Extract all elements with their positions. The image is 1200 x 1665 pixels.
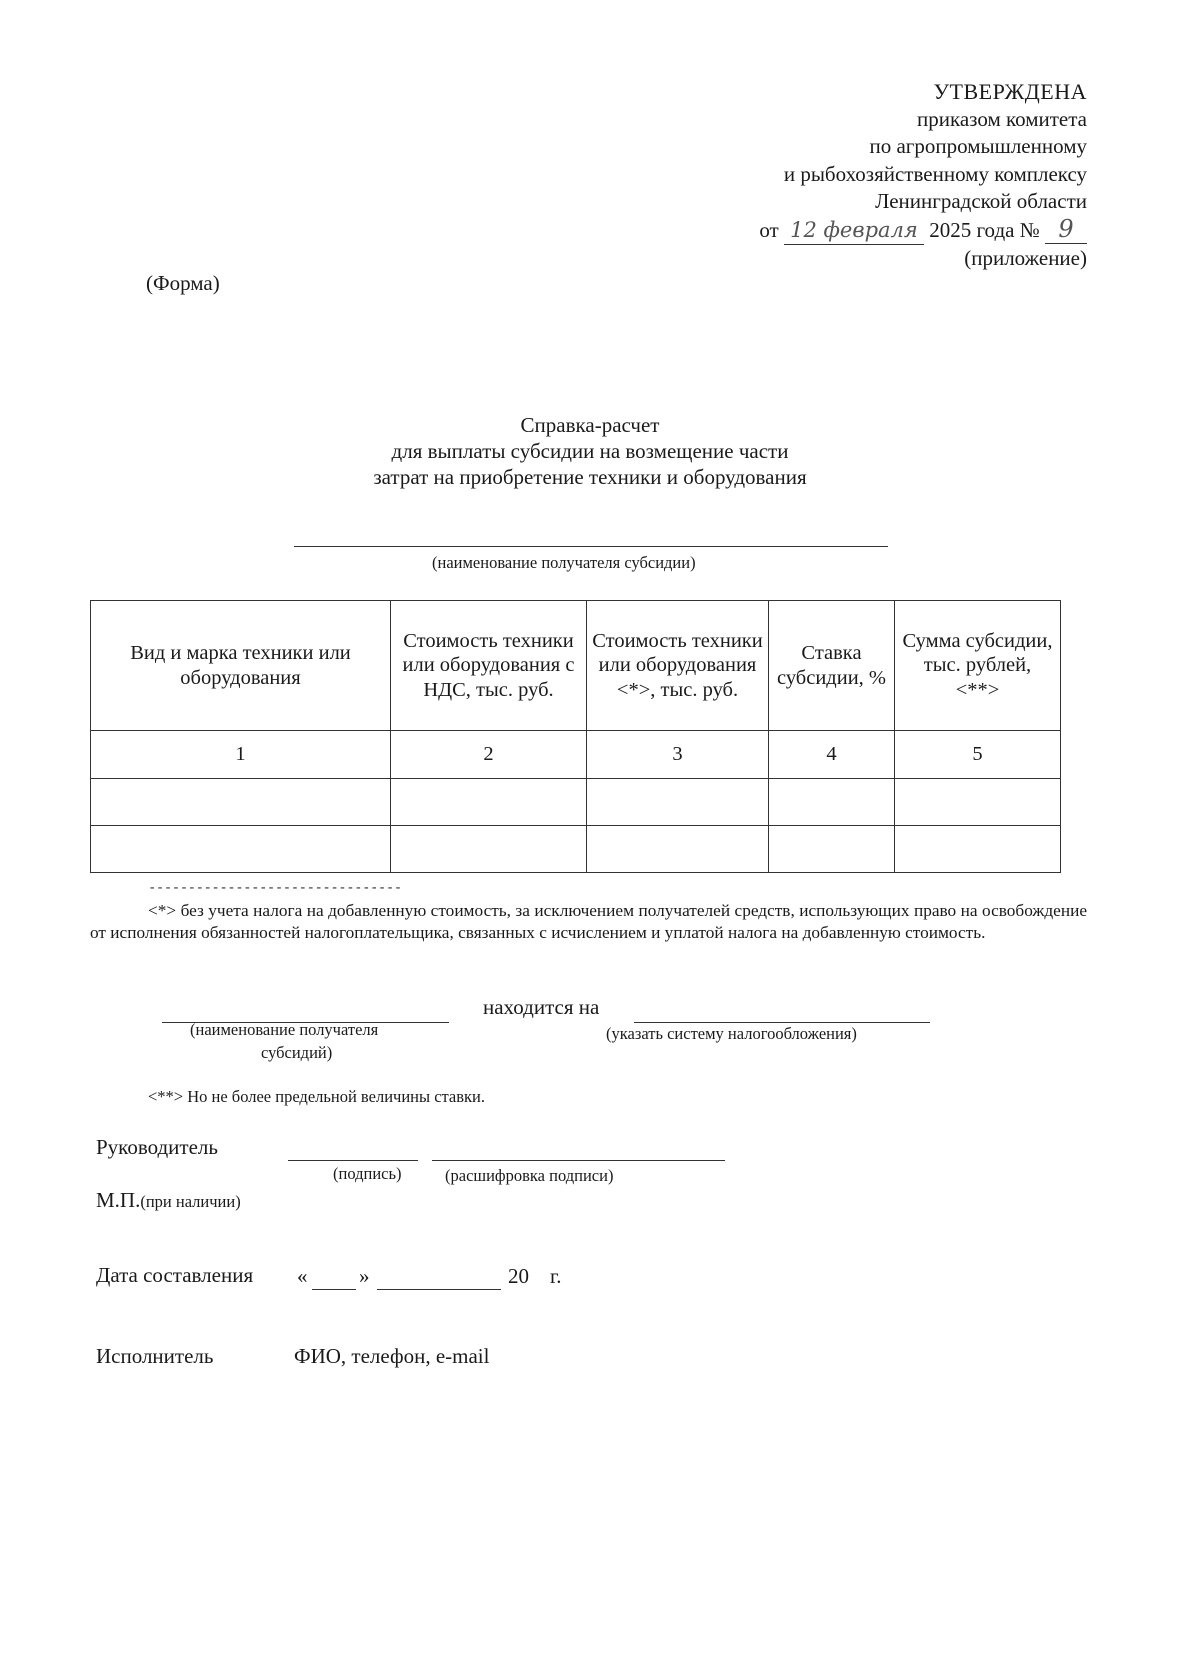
footnote-rate-limit: <**> Но не более предельной величины ставки. — [148, 1087, 486, 1106]
date-prefix: от — [759, 217, 779, 242]
footnote-separator: -------------------------------- — [148, 880, 402, 896]
recipient-blank-line — [294, 546, 888, 547]
empty-cell — [91, 826, 391, 873]
empty-cell — [391, 826, 587, 873]
tax-system-blank-line — [634, 1022, 930, 1023]
year-suffix: г. — [550, 1264, 562, 1288]
signature-decode-caption: (расшифровка подписи) — [445, 1166, 614, 1185]
column-number-cell: 4 — [769, 731, 895, 779]
table-header-cell: Стоимость техники или оборудования с НДС, тыс. руб. — [391, 601, 587, 731]
empty-cell — [769, 826, 895, 873]
tax-caption-right: (указать систему налогообложения) — [606, 1024, 857, 1043]
table-row — [91, 731, 1061, 779]
stamp-text: М.П. — [96, 1188, 141, 1212]
table-row — [91, 826, 1061, 873]
executor-label: Исполнитель — [96, 1344, 214, 1368]
year-prefix: 20 — [508, 1264, 529, 1288]
document-heading — [0, 412, 1180, 490]
approval-title: УТВЕРЖДЕНА — [933, 79, 1087, 104]
date-close-quote: » — [359, 1264, 370, 1288]
date-label: Дата составления — [96, 1263, 254, 1287]
empty-cell — [769, 779, 895, 826]
column-number-cell: 3 — [587, 731, 769, 779]
executor-value: ФИО, телефон, e-mail — [294, 1344, 490, 1368]
year-text: 2025 года № — [929, 217, 1040, 242]
approval-line: приказом комитета — [916, 106, 1087, 131]
table-row — [91, 779, 1061, 826]
signature-caption: (подпись) — [333, 1164, 402, 1183]
signature-decode-blank-line — [432, 1160, 725, 1161]
column-number-cell: 1 — [91, 731, 391, 779]
table-header-row — [91, 601, 1061, 731]
empty-cell — [391, 779, 587, 826]
stamp-label — [96, 1188, 241, 1213]
day-blank-line — [312, 1289, 356, 1290]
approval-line: Ленинградской области — [875, 189, 1087, 213]
column-number-cell: 5 — [895, 731, 1061, 779]
table-header-cell: Стоимость техники или оборудования <*>, тыс. руб. — [587, 601, 769, 731]
handwritten-number: 9 — [1045, 216, 1087, 245]
empty-cell — [587, 779, 769, 826]
empty-cell — [895, 779, 1061, 826]
calculation-table — [90, 600, 1061, 873]
stamp-note: (при наличии) — [140, 1192, 241, 1211]
approval-date-line — [759, 216, 1087, 246]
signature-blank-line — [288, 1160, 418, 1161]
empty-cell — [91, 779, 391, 826]
empty-cell — [587, 826, 769, 873]
tax-caption-left: (наименование получателя — [190, 1020, 379, 1039]
form-label: (Форма) — [146, 271, 220, 295]
tax-caption-left: субсидий) — [261, 1043, 333, 1062]
table-header-cell: Вид и марка техники или оборудования — [91, 601, 391, 731]
table-header-cell: Сумма субсидии, тыс. рублей, <**> — [895, 601, 1061, 731]
heading-line: затрат на приобретение техники и оборудования — [373, 465, 807, 489]
heading-line: для выплаты субсидии на возмещение части — [391, 439, 789, 463]
appendix-label: (приложение) — [964, 246, 1087, 270]
approval-line: по агропромышленному — [869, 134, 1087, 158]
table-header-cell: Ставка субсидии, % — [769, 601, 895, 731]
heading-title: Справка-расчет — [520, 413, 660, 437]
month-blank-line — [377, 1289, 501, 1290]
date-open-quote: « — [297, 1264, 308, 1288]
approval-line: и рыбохозяйственному комплексу — [783, 161, 1087, 186]
column-number-cell: 2 — [391, 731, 587, 779]
approval-block — [759, 78, 1087, 273]
signature-label: Руководитель — [96, 1135, 218, 1159]
empty-cell — [895, 826, 1061, 873]
footnote-vat: <*> без учета налога на добавленную стоимость, за исключением получателей средств, использующих право на освобождение от исполнения обязанностей налогоплательщика, связанных с исчислением и уплатой налога на добавленную стоимость. — [90, 901, 1087, 942]
recipient-caption: (наименование получателя субсидии) — [432, 553, 696, 572]
tax-middle-text: находится на — [483, 995, 600, 1019]
handwritten-date: 12 февраля — [784, 217, 924, 246]
